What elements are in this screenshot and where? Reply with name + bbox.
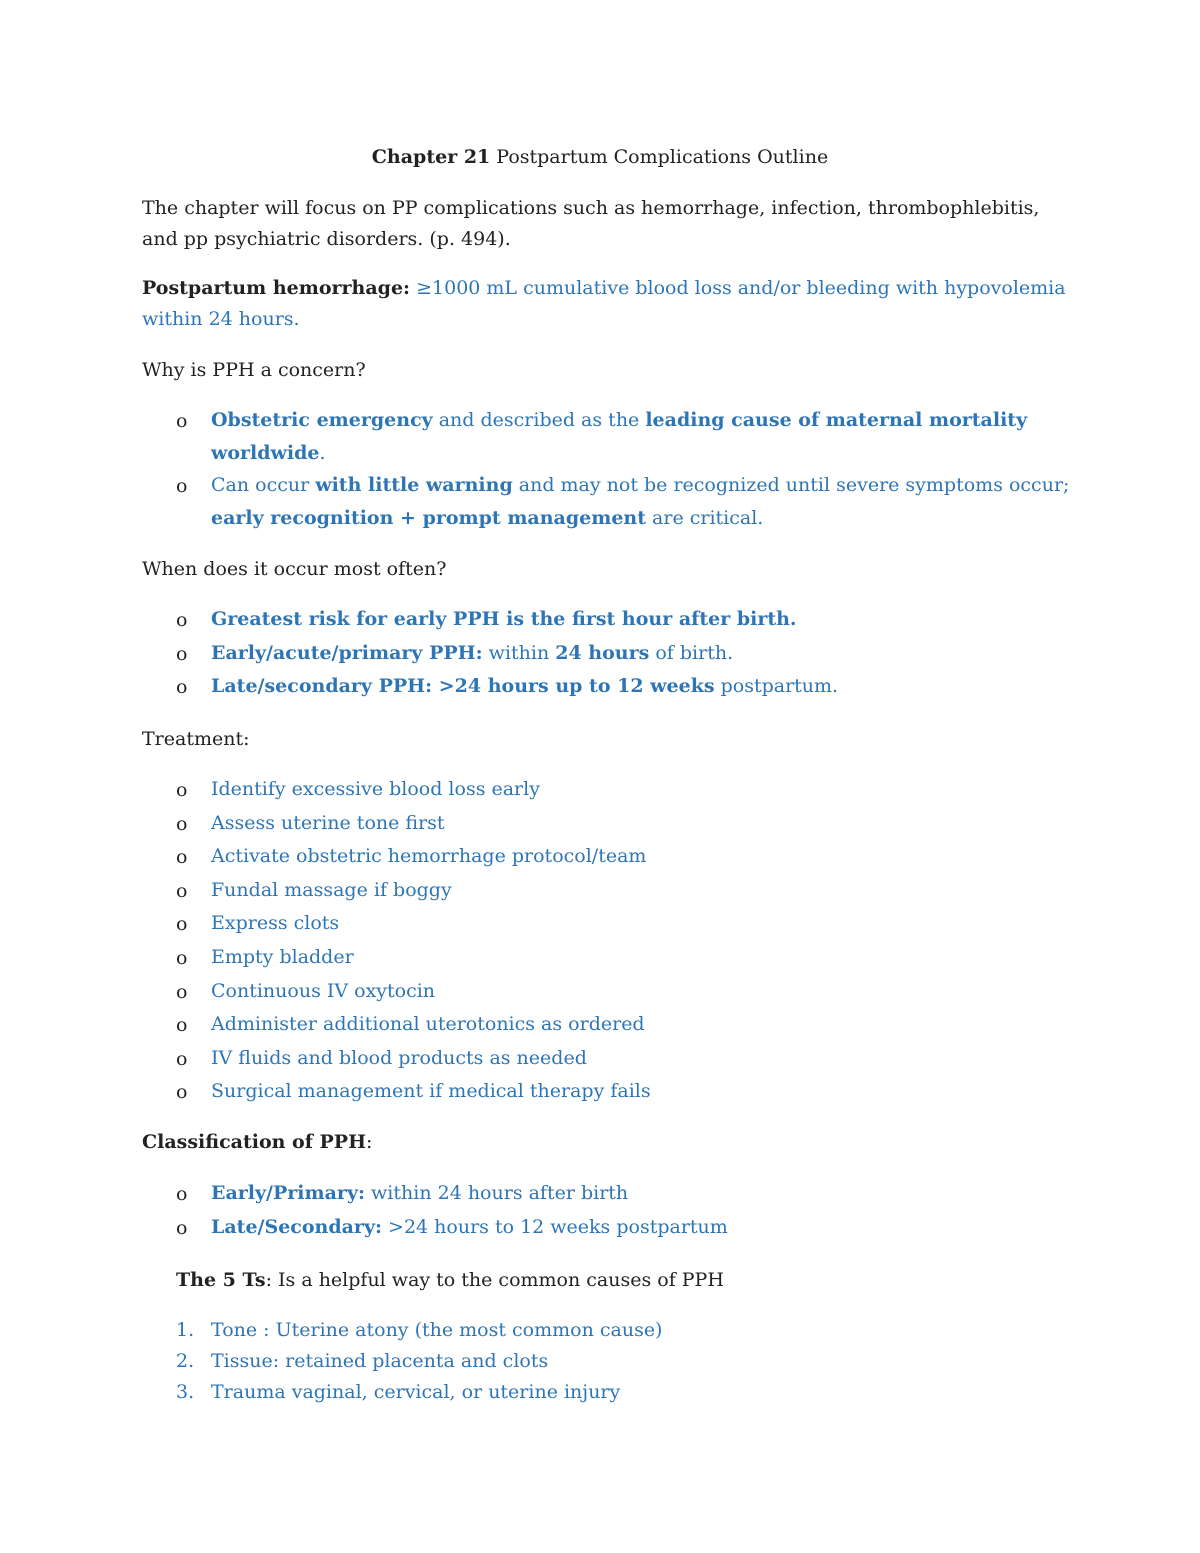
pph-definition-text: ≥1000 mL cumulative blood loss and/or bleeding with hypovolemia within 24 hours. [142, 277, 1066, 330]
when-bullet-1: Greatest risk for early PPH is the first hour after birth. [211, 608, 797, 630]
bullet-marker: o [176, 676, 188, 698]
pph-definition [142, 273, 1070, 335]
concern-bullet-1: Obstetric emergency and described as the leading cause of maternal mortality worldwide. [211, 409, 1028, 464]
five-ts-item: Tone : Uterine atony (the most common cause) [211, 1319, 663, 1341]
treatment-item: Activate obstetric hemorrhage protocol/team [211, 845, 647, 867]
bullet-marker: o [176, 410, 188, 432]
list-number: 3. [176, 1381, 195, 1403]
bullet-marker: o [176, 779, 188, 801]
list-number: 1. [176, 1319, 195, 1341]
when-question: When does it occur most often? [142, 558, 447, 580]
treatment-item: Empty bladder [211, 946, 354, 968]
bullet-marker: o [176, 1048, 188, 1070]
bullet-marker: o [176, 609, 188, 631]
bullet-marker: o [176, 981, 188, 1003]
chapter-number: Chapter 21 [371, 146, 491, 168]
five-ts-heading: The 5 Ts: Is a helpful way to the common causes of PPH [176, 1269, 724, 1291]
bullet-marker: o [176, 1183, 188, 1205]
classification-heading: Classification of PPH: [142, 1131, 373, 1153]
five-ts-item: Trauma vaginal, cervical, or uterine injury [211, 1381, 621, 1403]
treatment-item: IV fluids and blood products as needed [211, 1047, 587, 1069]
concern-bullet-2: Can occur with little warning and may not be recognized until severe symptoms occur; early recognition + prompt management are critical. [211, 474, 1070, 529]
bullet-marker: o [176, 475, 188, 497]
bullet-marker: o [176, 913, 188, 935]
bullet-marker: o [176, 1014, 188, 1036]
treatment-heading: Treatment: [142, 728, 250, 750]
when-bullet-2: Early/acute/primary PPH: within 24 hours of birth. [211, 642, 734, 664]
when-bullet-3: Late/secondary PPH: >24 hours up to 12 weeks postpartum. [211, 675, 839, 697]
pph-definition-label: Postpartum hemorrhage: [142, 277, 411, 299]
list-number: 2. [176, 1350, 195, 1372]
treatment-item: Administer additional uterotonics as ordered [211, 1013, 645, 1035]
bullet-marker: o [176, 880, 188, 902]
bullet-marker: o [176, 813, 188, 835]
bullet-marker: o [176, 643, 188, 665]
treatment-item: Assess uterine tone first [211, 812, 445, 834]
classification-bullet-2: Late/Secondary: >24 hours to 12 weeks postpartum [211, 1216, 728, 1238]
bullet-marker: o [176, 846, 188, 868]
bullet-marker: o [176, 947, 188, 969]
treatment-item: Identify excessive blood loss early [211, 778, 540, 800]
concern-question: Why is PPH a concern? [142, 359, 366, 381]
treatment-item: Surgical management if medical therapy fails [211, 1080, 651, 1102]
classification-bullet-1: Early/Primary: within 24 hours after birth [211, 1182, 629, 1204]
intro-paragraph: The chapter will focus on PP complications such as hemorrhage, infection, thrombophlebitis, and pp psychiatric disorders. (p. 494). [142, 197, 1040, 250]
treatment-item: Express clots [211, 912, 340, 934]
bullet-marker: o [176, 1217, 188, 1239]
title-text: Postpartum Complications Outline [490, 146, 829, 168]
treatment-item: Fundal massage if boggy [211, 879, 452, 901]
bullet-marker: o [176, 1081, 188, 1103]
treatment-item: Continuous IV oxytocin [211, 980, 436, 1002]
five-ts-item: Tissue: retained placenta and clots [211, 1350, 549, 1372]
page-title [0, 142, 1200, 172]
